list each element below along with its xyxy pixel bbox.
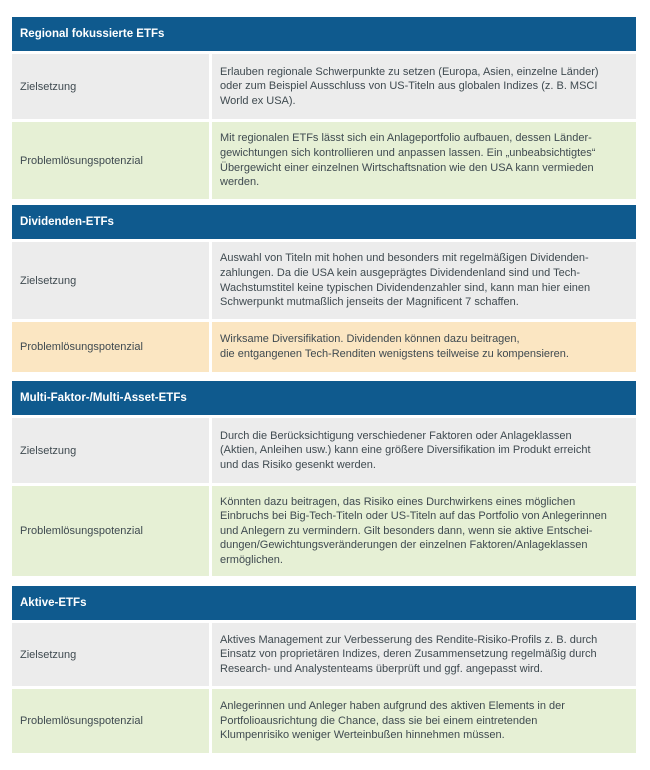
- section-title: Multi-Faktor-/Multi-Asset-ETFs: [12, 381, 636, 415]
- row-text: Mit regionalen ETFs lässt sich ein Anlageportfolio aufbauen, dessen Länder- gewichtungen sich kontrollieren und anpassen lassen. Ein „unbeabsichtigtes“ Übergewicht einer einzelnen Wirtschaftsnation wie den USA kann vermieden werden.: [220, 132, 596, 189]
- row-text: Wirksame Diversifikation. Dividenden können dazu beitragen, die entgangenen Tech-Renditen wenigstens teilweise zu kompensieren.: [220, 333, 569, 360]
- row-zielsetzung: [12, 242, 636, 319]
- row-label: Zielsetzung: [20, 648, 77, 661]
- section-aktive-etfs: [12, 586, 636, 753]
- row-zielsetzung: [12, 54, 636, 119]
- row-text: Erlauben regionale Schwerpunkte zu setzen (Europa, Asien, einzelne Länder) oder zum Beispiel Ausschluss von US-Titeln aus globalen Indizes (z. B. MSCI World ex USA).: [220, 65, 599, 107]
- row-problemloesungspotenzial: [12, 486, 636, 576]
- row-label: Zielsetzung: [20, 444, 77, 457]
- row-text: Auswahl von Titeln mit hohen und besonders mit regelmäßigen Dividenden- zahlungen. Da die USA kein ausgeprägtes Dividendenland sind und Tech- Wachstumstitel keine typischen Dividendenzahler sind, kann man hier einen Schwerpunkt mutmaßlich jenseits der Magnificent 7 schaffen.: [220, 252, 591, 309]
- row-problemloesungspotenzial: [12, 122, 636, 199]
- section-title: Regional fokussierte ETFs: [12, 17, 636, 51]
- row-label: Problemlösungspotenzial: [20, 715, 143, 727]
- section-title: Aktive-ETFs: [12, 586, 636, 620]
- section-regional-etfs: [12, 17, 636, 199]
- row-label: Zielsetzung: [20, 274, 77, 287]
- row-zielsetzung: [12, 623, 636, 686]
- row-label: Problemlösungspotenzial: [20, 154, 143, 167]
- row-problemloesungspotenzial: [12, 322, 636, 372]
- row-text: Anlegerinnen und Anleger haben aufgrund des aktiven Elements in der Portfolioausrichtung die Chance, dass sie bei einem eintretenden Klumpenrisiko weniger Werteinbußen hinnehmen müssen.: [220, 700, 565, 742]
- row-text: Aktives Management zur Verbesserung des Rendite-Risiko-Profils z. B. durch Einsatz von proprietären Indizes, deren Zusammensetzung regelmäßig durch Research- und Analystenteams überprüft und ggf. angepasst wird.: [220, 633, 598, 675]
- row-zielsetzung: [12, 418, 636, 483]
- section-multi-faktor-etfs: [12, 381, 636, 576]
- row-label: Zielsetzung: [20, 80, 77, 93]
- section-title: Dividenden-ETFs: [12, 205, 636, 239]
- section-dividenden-etfs: [12, 205, 636, 372]
- row-problemloesungspotenzial: [12, 689, 636, 753]
- row-label: Problemlösungspotenzial: [20, 341, 143, 353]
- row-text: Durch die Berücksichtigung verschiedener Faktoren oder Anlageklassen (Aktien, Anleihen usw.) kann eine größere Diversifikation im Produkt erreicht und das Risiko gesenkt werden.: [220, 429, 591, 471]
- row-text: Könnten dazu beitragen, das Risiko eines Durchwirkens eines möglichen Einbruchs bei Big-Tech-Titeln oder US-Titeln auf das Portfolio von Anlegerinnen und Anlegern zu vermindern. Gilt besonders dann, wenn sie aktive Entschei- dungen/Gewichtungsveränderungen der einzelnen Faktoren/Anlageklassen ermöglichen.: [220, 495, 607, 566]
- row-label: Problemlösungspotenzial: [20, 525, 143, 537]
